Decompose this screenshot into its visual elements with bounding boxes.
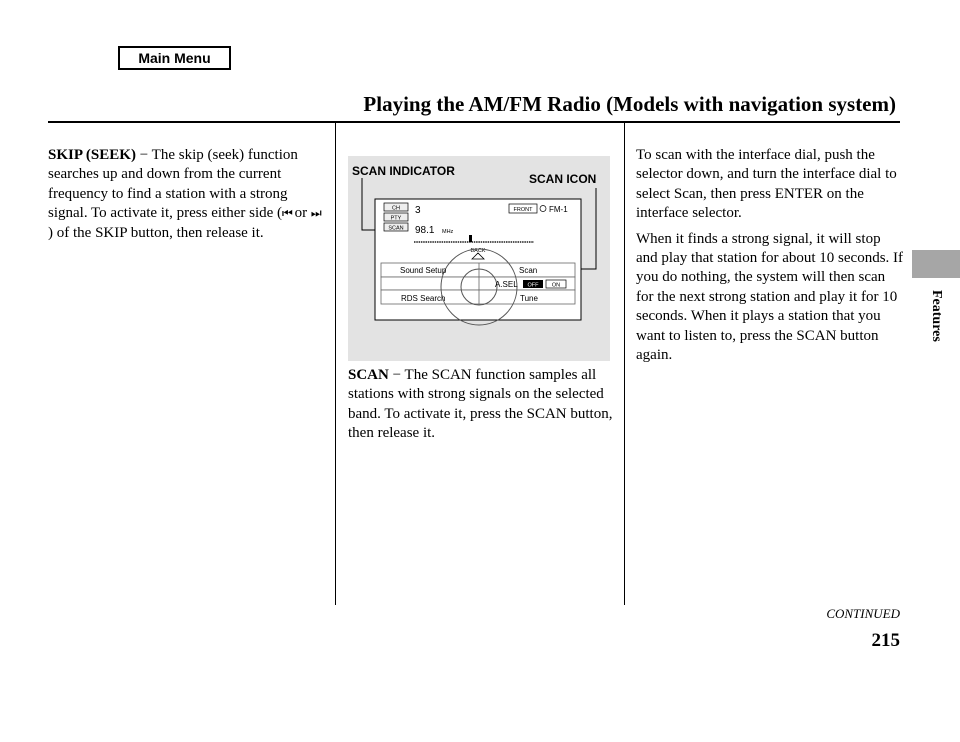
radio-display-figure (348, 156, 610, 361)
column-1 (48, 146, 324, 249)
skip-text-b: ) of the SKIP button, then release it. (48, 224, 264, 241)
tuning-needle (469, 235, 472, 242)
front-text: FRONT (513, 207, 533, 213)
title-rule (48, 121, 900, 123)
preset-number: 3 (415, 205, 421, 216)
scan-paragraph (348, 366, 616, 444)
column-2 (348, 366, 616, 450)
off-text: OFF (527, 282, 539, 289)
skip-text-or: or (294, 205, 308, 222)
ch-text: CH (392, 205, 400, 212)
menu-tune: Tune (520, 294, 538, 303)
menu-rds-search: RDS Search (401, 294, 446, 303)
scan-term: SCAN (348, 367, 389, 383)
term-dash: − (139, 147, 149, 163)
seek-down-icon: ⏮ (282, 206, 291, 221)
scan-indicator-label: SCAN INDICATOR (352, 164, 455, 178)
menu-scan: Scan (519, 266, 538, 275)
scan-behavior-paragraph: When it finds a strong signal, it will stop and play that station for about 10 seconds. If you do nothing, the system will then scan for the next strong station and play it for 10 seconds. When it plays a station that you want to listen to, press the SCAN button again. (636, 230, 904, 364)
radio-screen-diagram (348, 156, 610, 361)
seek-up-icon: ⏭ (310, 206, 320, 221)
skip-seek-term: SKIP (SEEK) (48, 147, 136, 163)
column-3 (636, 146, 904, 371)
section-tab-marker (912, 250, 960, 278)
band-text: FM-1 (549, 205, 568, 214)
section-label: Features (929, 290, 944, 342)
continued-label: CONTINUED (826, 606, 900, 621)
frequency-value: 98.1 (415, 225, 435, 236)
pty-text: PTY (390, 215, 402, 222)
on-text: ON (551, 282, 561, 289)
column-divider-1 (335, 122, 336, 605)
term-dash: − (392, 367, 402, 383)
main-menu-button[interactable]: Main Menu (118, 46, 231, 70)
scan-text: SCAN (388, 225, 404, 232)
page-title: Playing the AM/FM Radio (Models with navigation system) (363, 92, 896, 116)
scan-icon-label: SCAN ICON (529, 172, 597, 186)
back-text: BACK (470, 248, 486, 254)
skip-seek-paragraph (48, 146, 324, 243)
skip-text-a: The skip (seek) function searches up and down from the current frequency to find a station with a strong signal. To activate it, press either side ( (48, 147, 298, 222)
menu-sound-setup: Sound Setup (400, 266, 447, 275)
column-divider-2 (624, 122, 625, 605)
dial-scan-paragraph: To scan with the interface dial, push the selector down, and turn the interface dial to select Scan, then press ENTER on the interface selector. (636, 147, 897, 222)
scan-text-body: The SCAN function samples all stations with strong signals on the selected band. To activate it, press the SCAN button, then release it. (348, 367, 613, 442)
page-number: 215 (871, 630, 900, 651)
frequency-unit: MHz (442, 229, 454, 235)
menu-asel: A.SEL (495, 280, 518, 289)
